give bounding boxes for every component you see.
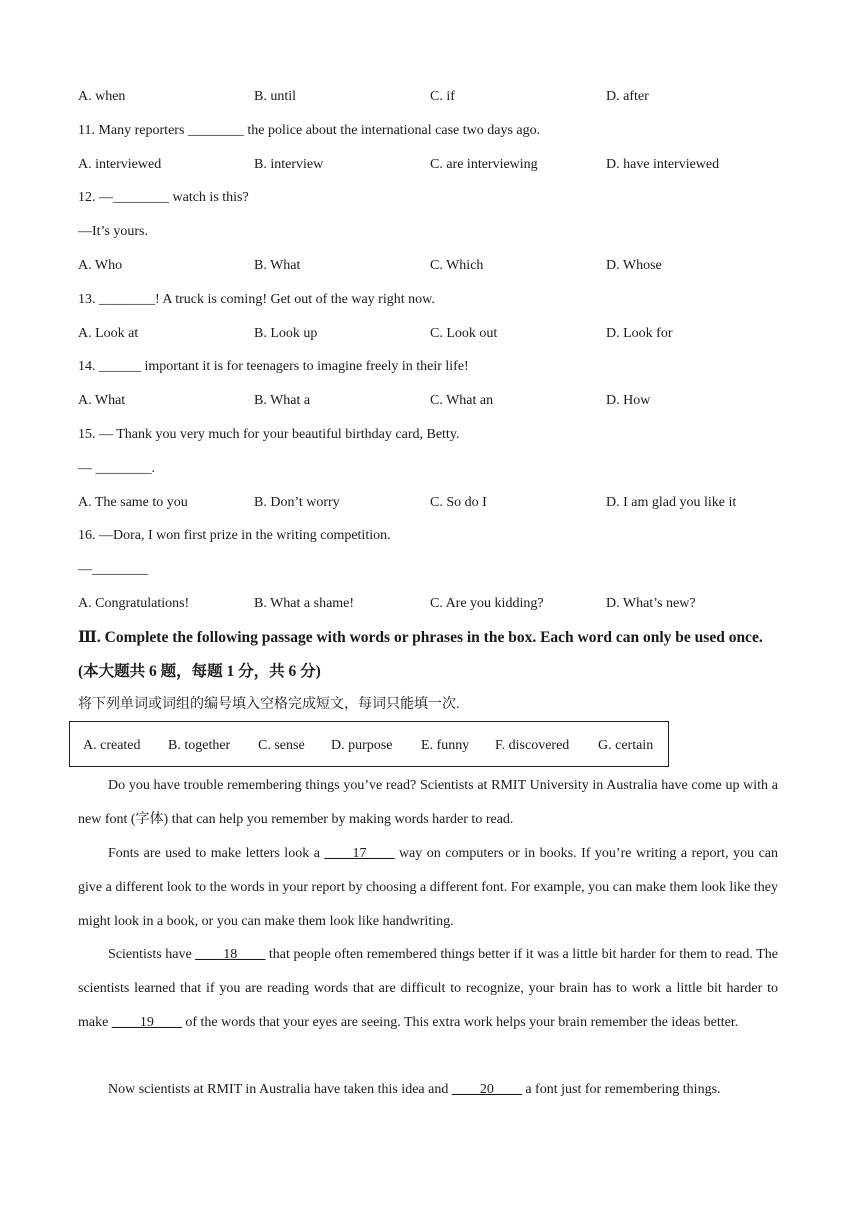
q15-option-a: A. The same to you [78, 495, 188, 510]
q15-stem: 15. — Thank you very much for your beautiful birthday card, Betty. [78, 427, 460, 442]
q13-option-b: B. Look up [254, 326, 318, 341]
word-option-e: E. funny [421, 738, 470, 753]
word-option-b: B. together [168, 738, 231, 753]
passage-paragraph-3 [78, 938, 778, 1039]
q16-reply: —________ [78, 562, 148, 577]
q10-option-a: A. when [78, 89, 126, 104]
q16-options [78, 595, 798, 613]
q13-options [78, 325, 798, 343]
q11-option-b: B. interview [254, 157, 324, 172]
q15-option-c: C. So do I [430, 495, 487, 510]
q13-option-a: A. Look at [78, 326, 139, 341]
passage-paragraph-1: Do you have trouble remembering things you’ve read? Scientists at RMIT University in Australia have come up with a new font (字体) that can help you remember by making words harder to read. [78, 778, 778, 827]
q15-reply: — ________. [78, 461, 155, 476]
q12-option-a: A. Who [78, 258, 123, 273]
passage-paragraph-2 [78, 837, 778, 938]
q14-options [78, 392, 798, 410]
passage-paragraph-4 [78, 1073, 778, 1107]
blank-17: ____17____ [324, 846, 395, 861]
paragraph-text: a font just for remembering things. [521, 1082, 721, 1097]
q10-option-d: D. after [606, 89, 649, 104]
paragraph-text: Scientists have [108, 947, 196, 962]
word-option-d: D. purpose [331, 738, 393, 753]
q14-option-d: D. How [606, 393, 651, 408]
q16-stem: 16. —Dora, I won first prize in the writing competition. [78, 528, 391, 543]
q10-option-b: B. until [254, 89, 297, 104]
q14-option-c: C. What an [430, 393, 494, 408]
q12-options [78, 257, 798, 275]
q13-option-c: C. Look out [430, 326, 498, 341]
q14-option-b: B. What a [254, 393, 311, 408]
paragraph-text: Now scientists at RMIT in Australia have taken this idea and [108, 1082, 452, 1097]
q12-stem: 12. —________ watch is this? [78, 190, 249, 205]
q15-option-d: D. I am glad you like it [606, 495, 737, 510]
blank-18: ____18____ [195, 947, 266, 962]
paragraph-text: that people often remembered things better if it was a little bit harder for them to read. The scientists learned that if you are reading words that are difficult to recognize, your brain has to work a little bit harder to make [78, 947, 778, 1030]
word-option-c: C. sense [258, 738, 305, 753]
q11-stem: 11. Many reporters ________ the police about the international case two days ago. [78, 123, 541, 138]
q14-option-a: A. What [78, 393, 126, 408]
section-heading: Ⅲ. Complete the following passage with words or phrases in the box. Each word can only be used once. (本大题共 6 题，每题 1 分，共 6 分) [78, 629, 763, 680]
q16-option-d: D. What’s new? [606, 596, 696, 611]
q11-option-a: A. interviewed [78, 157, 162, 172]
q11-option-c: C. are interviewing [430, 157, 538, 172]
paragraph-text: of the words that your eyes are seeing. This extra work helps your brain remember the ideas better. [181, 1014, 739, 1030]
q13-option-d: D. Look for [606, 326, 673, 341]
q13-stem: 13. ________! A truck is coming! Get out of the way right now. [78, 292, 435, 307]
blank-20: ____20____ [451, 1082, 522, 1097]
q10-option-c: C. if [430, 89, 455, 104]
section-instruction: 将下列单词或词组的编号填入空格完成短文，每词只能填一次. [78, 697, 460, 712]
q14-stem: 14. ______ important it is for teenagers to imagine freely in their life! [78, 359, 469, 374]
q12-option-d: D. Whose [606, 258, 662, 273]
q12-reply: —It’s yours. [78, 224, 148, 239]
q11-option-d: D. have interviewed [606, 157, 720, 172]
q15-options [78, 494, 798, 512]
q16-option-a: A. Congratulations! [78, 596, 190, 611]
word-option-g: G. certain [598, 738, 654, 753]
blank-19: ____19____ [111, 1014, 182, 1030]
paragraph-text: way on computers or in books. If you’re writing a report, you can give a different look to the words in your report by choosing a different font. For example, you can make them look like they might look in a book, or you can make them look like handwriting. [78, 846, 779, 929]
word-option-f: F. discovered [495, 738, 570, 753]
q12-option-b: B. What [254, 258, 301, 273]
q11-options [78, 156, 798, 174]
q10-options [78, 88, 798, 106]
q16-option-b: B. What a shame! [254, 596, 355, 611]
word-option-a: A. created [83, 738, 141, 753]
paragraph-text: Fonts are used to make letters look a [108, 846, 325, 861]
q16-option-c: C. Are you kidding? [430, 596, 544, 611]
word-box [69, 721, 669, 767]
q15-option-b: B. Don’t worry [254, 495, 340, 510]
q12-option-c: C. Which [430, 258, 484, 273]
